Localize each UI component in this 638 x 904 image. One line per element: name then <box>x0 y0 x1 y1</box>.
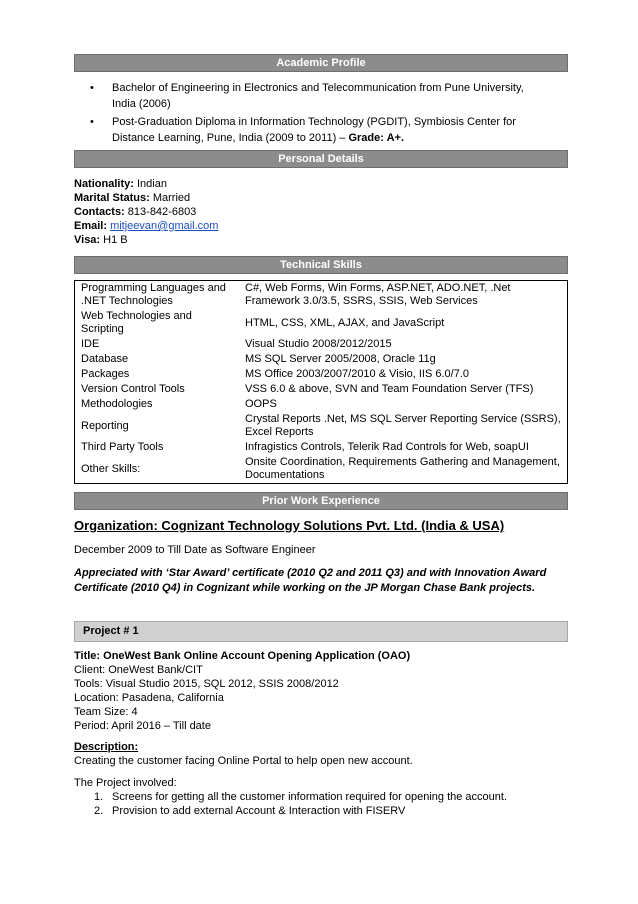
award-text: Appreciated with ‘Star Award’ certificate (2010 Q2 and 2011 Q3) and with Innovation Award Certificate (2010 Q4) in Cognizant while working on the JP Morgan Chase Bank projects. <box>74 567 547 594</box>
table-row <box>75 412 568 440</box>
email-label: Email: <box>74 220 108 232</box>
list-item <box>90 114 550 146</box>
nationality-value: Indian <box>136 178 167 190</box>
skill-value: Infragistics Controls, Telerik Rad Controls for Web, soapUI <box>245 441 529 453</box>
skill-value: OOPS <box>245 398 277 410</box>
contacts-value: 813-842-6803 <box>127 206 197 218</box>
skill-key: Programming Languages and .NET Technologies <box>81 282 226 307</box>
table-row <box>75 281 568 310</box>
skill-value: Onsite Coordination, Requirements Gathering and Management, Documentations <box>245 456 560 481</box>
table-row <box>75 440 568 455</box>
skills-table <box>74 280 568 484</box>
project-period: Period: April 2016 – Till date <box>74 720 211 732</box>
skill-value: MS Office 2003/2007/2010 & Visio, IIS 6.0/7.0 <box>245 368 470 380</box>
skill-value: VSS 6.0 & above, SVN and Team Foundation Server (TFS) <box>245 383 534 395</box>
project-tools: Tools: Visual Studio 2015, SQL 2012, SSIS 2008/2012 <box>74 678 339 690</box>
project-heading: Project # 1 <box>74 621 568 642</box>
contacts-label: Contacts: <box>74 206 125 218</box>
description-text: Creating the customer facing Online Portal to help open new account. <box>74 755 413 767</box>
skill-key: Version Control Tools <box>81 383 185 395</box>
visa-value: H1 B <box>103 234 128 246</box>
skill-key: Packages <box>81 368 130 380</box>
organization-heading: Organization: Cognizant Technology Solutions Pvt. Ltd. (India & USA) <box>74 518 505 533</box>
skill-key: Database <box>81 353 129 365</box>
skill-value: Visual Studio 2008/2012/2015 <box>245 338 392 350</box>
skill-key: Methodologies <box>81 398 153 410</box>
academic-text: Bachelor of Engineering in Electronics and Telecommunication from Pune University, India (2006) <box>112 82 524 110</box>
list-item <box>90 80 550 112</box>
skill-key: Third Party Tools <box>81 441 164 453</box>
skill-key: Reporting <box>81 419 129 432</box>
table-row <box>75 337 568 352</box>
skill-key: Web Technologies and Scripting <box>81 310 192 335</box>
skill-value: HTML, CSS, XML, AJAX, and JavaScript <box>245 316 445 329</box>
email-link[interactable]: mitjeevan@gmail.com <box>110 220 219 232</box>
list-item <box>74 804 507 818</box>
project-details <box>74 649 410 733</box>
bullet-glyph: • <box>90 116 94 128</box>
list-text: Screens for getting all the customer information required for opening the account. <box>112 791 508 803</box>
marital-label: Marital Status: <box>74 192 150 204</box>
description-block <box>74 740 413 768</box>
tenure-text: December 2009 to Till Date as Software Engineer <box>74 544 316 556</box>
visa-row <box>74 233 218 247</box>
involved-label: The Project involved: <box>74 777 177 789</box>
table-row <box>75 397 568 412</box>
personal-details <box>74 177 218 247</box>
section-header-personal: Personal Details <box>74 150 568 168</box>
marital-value: Married <box>152 192 191 204</box>
academic-text: Post-Graduation Diploma in Information Technology (PGDIT), Symbiosis Center for Distance Learning, Pune, India (2009 to 2011) – <box>112 116 516 144</box>
table-row <box>75 309 568 337</box>
list-text: Provision to add external Account & Interaction with FISERV <box>112 805 406 817</box>
skill-value: C#, Web Forms, Win Forms, ASP.NET, ADO.NET, .Net Framework 3.0/3.5, SSRS, SSIS, Web Services <box>245 282 511 307</box>
skill-value: MS SQL Server 2005/2008, Oracle 11g <box>245 353 436 365</box>
grade-text: Grade: A+. <box>348 132 404 144</box>
contacts-row <box>74 205 218 219</box>
nationality-label: Nationality: <box>74 178 134 190</box>
project-team-size: Team Size: 4 <box>74 706 138 718</box>
email-row <box>74 219 218 233</box>
description-label: Description: <box>74 741 139 753</box>
section-header-experience: Prior Work Experience <box>74 492 568 510</box>
table-row <box>75 352 568 367</box>
table-row <box>75 382 568 397</box>
marital-row <box>74 191 218 205</box>
table-row <box>75 367 568 382</box>
involved-list <box>74 790 507 818</box>
nationality-row <box>74 177 218 191</box>
table-row <box>75 455 568 484</box>
bullet-glyph: • <box>90 82 94 94</box>
section-header-academic: Academic Profile <box>74 54 568 72</box>
project-title: Title: OneWest Bank Online Account Opening Application (OAO) <box>74 650 411 662</box>
project-client: Client: OneWest Bank/CIT <box>74 664 203 676</box>
list-number: 1. <box>94 791 104 803</box>
project-location: Location: Pasadena, California <box>74 692 224 704</box>
section-header-technical: Technical Skills <box>74 256 568 274</box>
skill-value: Crystal Reports .Net, MS SQL Server Reporting Service (SSRS), Excel Reports <box>245 413 561 438</box>
list-item <box>74 790 507 804</box>
list-number: 2. <box>94 805 104 817</box>
academic-list <box>90 80 550 148</box>
skill-key: Other Skills: <box>81 462 141 475</box>
skill-key: IDE <box>81 338 100 350</box>
visa-label: Visa: <box>74 234 101 246</box>
